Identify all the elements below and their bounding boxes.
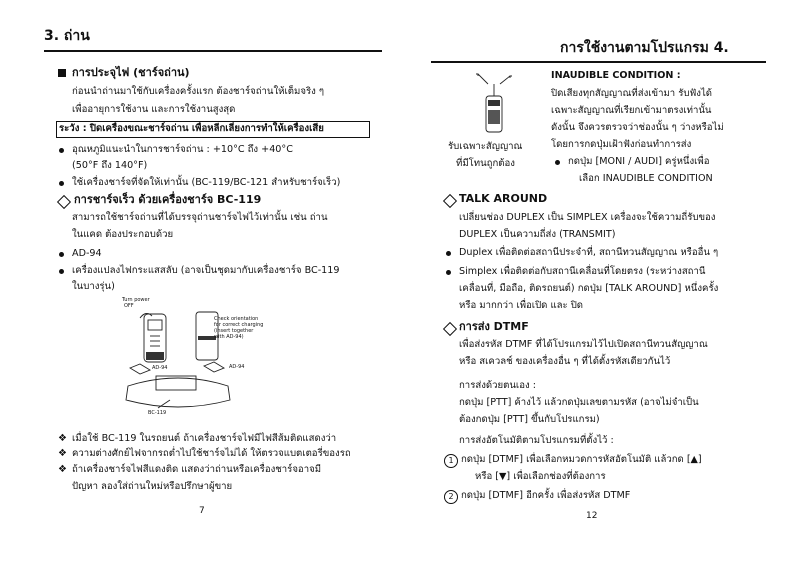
inaudible-text-2: เฉพาะสัญญาณที่เรียกเข้ามาตรงเท่านั้น bbox=[551, 105, 712, 116]
bullet-dot bbox=[446, 270, 451, 275]
manual-title: การส่งด้วยตนเอง : bbox=[459, 380, 536, 391]
charge-temp: อุณหภูมิแนะนำในการชาร์จถ่าน : +10°C ถึง +40°C bbox=[72, 144, 293, 155]
dtmf-title: การส่ง DTMF bbox=[459, 320, 529, 333]
talk-duplex: Duplex เพื่อติดต่อสถานีประจำที่, สถานีทวนสัญญาณ หรืออื่น ๆ bbox=[459, 247, 719, 258]
fig-ad94-b: AD-94 bbox=[229, 364, 245, 370]
note-star-icon: ❖ bbox=[58, 433, 67, 444]
section-bullet-square bbox=[58, 69, 66, 77]
note-star-icon: ❖ bbox=[58, 448, 67, 459]
inaudible-bullet-2: เลือก INAUDIBLE CONDITION bbox=[579, 173, 713, 184]
intro-line-2: เพื่ออายุการใช้งาน และการใช้งานสูงสุด bbox=[72, 104, 236, 115]
step-number-1: 1 bbox=[444, 454, 458, 468]
fig-turn-power: Turn power bbox=[122, 297, 150, 303]
fig-check-1: Check orientation bbox=[214, 316, 259, 322]
right-header-rule bbox=[431, 61, 766, 63]
inaudible-title: INAUDIBLE CONDITION : bbox=[551, 70, 681, 81]
note-4: ปัญหา ลองใส่ถ่านใหม่หรือปรึกษาผู้ขาย bbox=[72, 481, 233, 492]
section-title-charging: การประจุไฟ (ชาร์จถ่าน) bbox=[72, 66, 190, 79]
note-star-icon: ❖ bbox=[58, 464, 67, 475]
diamond-icon bbox=[443, 322, 457, 336]
inaudible-text-1: ปิดเสียงทุกสัญญาณที่ส่งเข้ามา รับฟังได้ bbox=[551, 88, 713, 99]
fig-caption-1: รับเฉพาะสัญญาณ bbox=[448, 141, 523, 152]
bullet-dot bbox=[59, 269, 64, 274]
fig-bc119: BC-119 bbox=[148, 410, 167, 416]
bullet-dot bbox=[59, 181, 64, 186]
manual-text-2: ต้องกดปุ่ม [PTT] ขึ้นกับโปรแกรม) bbox=[459, 414, 600, 425]
inaudible-text-3: ดังนั้น จึงควรตรวจว่าช่องนั้น ๆ ว่างหรือไม่ bbox=[551, 122, 724, 133]
fast-charge-text-2: ในแคด ต้องประกอบด้วย bbox=[72, 229, 174, 240]
talk-simplex-2: เคลื่อนที่, มือถือ, ติดรถยนต์) กดปุ่ม [TALK AROUND] หนึ่งครั้ง bbox=[459, 283, 719, 294]
bullet-dot bbox=[59, 252, 64, 257]
radio-drawing bbox=[470, 70, 520, 138]
left-page-number: 7 bbox=[199, 506, 205, 516]
charger-drawing bbox=[110, 296, 260, 420]
talk-around-title: TALK AROUND bbox=[459, 192, 548, 205]
charger-illustration bbox=[110, 296, 260, 420]
talk-simplex-1: Simplex เพื่อติดต่อกับสถานีเคลื่อนที่โดยตรง (ระหว่างสถานี bbox=[459, 266, 706, 277]
talk-simplex-3: หรือ มากกว่า เพื่อเปิด และ ปิด bbox=[459, 300, 584, 311]
note-1: เมื่อใช้ BC-119 ในรถยนต์ ถ้าเครื่องชาร์จไฟมีไฟสีส้มติดแสดงว่า bbox=[72, 433, 337, 444]
note-2: ความต่างศักย์ไฟจากรถต่ำไปใช้ชาร์จไม่ได้ ให้ตรวจแบตเตอรี่ของรถ bbox=[72, 448, 351, 459]
talk-text-1: เปลี่ยนช่อง DUPLEX เป็น SIMPLEX เครื่องจะใช้ความถี่รับของ bbox=[459, 212, 716, 223]
fast-charge-text-1: สามารถใช้ชาร์จถ่านที่ได้บรรจุถ่านชาร์จไฟไว้เท่านั้น เช่น ถ่าน bbox=[72, 212, 328, 223]
fig-check-4: with AD-94) bbox=[214, 334, 244, 340]
fig-caption-2: ที่มีโทนถูกต้อง bbox=[456, 158, 515, 169]
left-header-rule bbox=[44, 50, 382, 52]
req-ac-adapter-2: ในบางรุ่น) bbox=[72, 281, 115, 292]
auto-title: การส่งอัตโนมัติตามโปรแกรมที่ตั้งไว้ : bbox=[459, 435, 614, 446]
charger-only: ใช้เครื่องชาร์จที่จัดให้เท่านั้น (BC-119/BC-121 สำหรับชาร์จเร็ว) bbox=[72, 177, 341, 188]
step1-line-1: กดปุ่ม [DTMF] เพื่อเลือกหมวดการหัสอัตโนมัติ แล้วกด [▲] bbox=[461, 454, 702, 465]
manual-text-1: กดปุ่ม [PTT] ค้างไว้ แล้วกดปุ่มเลขตามรหัส (อาจไม่จำเป็น bbox=[459, 397, 699, 408]
dtmf-text-1: เพื่อส่งรหัส DTMF ที่ได้โปรแกรมไว้ไปเปิดสถานีทวนสัญญาณ bbox=[459, 339, 708, 350]
fig-off: OFF bbox=[124, 303, 134, 309]
bullet-dot bbox=[59, 148, 64, 153]
fig-check-2: for correct charging bbox=[214, 322, 264, 328]
req-ad94: AD-94 bbox=[72, 248, 102, 259]
diamond-icon bbox=[57, 195, 71, 209]
charge-temp-f: (50°F ถึง 140°F) bbox=[72, 160, 148, 171]
right-page-header: การใช้งานตามโปรแกรม 4. bbox=[560, 40, 729, 56]
caution-text: ระวัง : ปิดเครื่องขณะชาร์จถ่าน เพื่อหลีกเลี่ยงการทำให้เครื่องเสีย bbox=[59, 123, 324, 134]
fig-check-3: (insert together bbox=[214, 328, 254, 334]
note-3: ถ้าเครื่องชาร์จไฟสีแดงติด แสดงว่าถ่านหรือเครื่องชาร์จอาจมี bbox=[72, 464, 322, 475]
left-page-header: 3. ถ่าน bbox=[44, 28, 90, 44]
step2-line: กดปุ่ม [DTMF] อีกครั้ง เพื่อส่งรหัส DTMF bbox=[461, 490, 631, 501]
req-ac-adapter: เครื่องแปลงไฟกระแสสลับ (อาจเป็นชุดมากับเครื่องชาร์จ BC-119 bbox=[72, 265, 340, 276]
right-page-number: 12 bbox=[586, 511, 598, 521]
step-number-2: 2 bbox=[444, 490, 458, 504]
diamond-icon bbox=[443, 194, 457, 208]
bullet-dot bbox=[555, 160, 560, 165]
fig-ad94-a: AD-94 bbox=[152, 365, 168, 371]
step1-line-2: หรือ [▼] เพื่อเลือกช่องที่ต้องการ bbox=[475, 471, 606, 482]
dtmf-text-2: หรือ สเควลช์ ของเครื่องอื่น ๆ ที่ได้ตั้งรหัสเดียวกันไว้ bbox=[459, 356, 671, 367]
bullet-dot bbox=[446, 251, 451, 256]
talk-text-2: DUPLEX เป็นความถี่ส่ง (TRANSMIT) bbox=[459, 229, 616, 240]
fast-charge-title: การชาร์จเร็ว ด้วยเครื่องชาร์จ BC-119 bbox=[74, 193, 262, 206]
radio-tone-illustration bbox=[470, 70, 520, 138]
inaudible-bullet-1: กดปุ่ม [MONI / AUDI] ครู่หนึ่งเพื่อ bbox=[568, 156, 710, 167]
intro-line-1: ก่อนนำถ่านมาใช้กับเครื่องครั้งแรก ต้องชาร์จถ่านให้เต็มจริง ๆ bbox=[72, 86, 324, 97]
inaudible-text-4: โดยการกดปุ่มเฝ้าฟังก่อนทำการส่ง bbox=[551, 139, 692, 150]
